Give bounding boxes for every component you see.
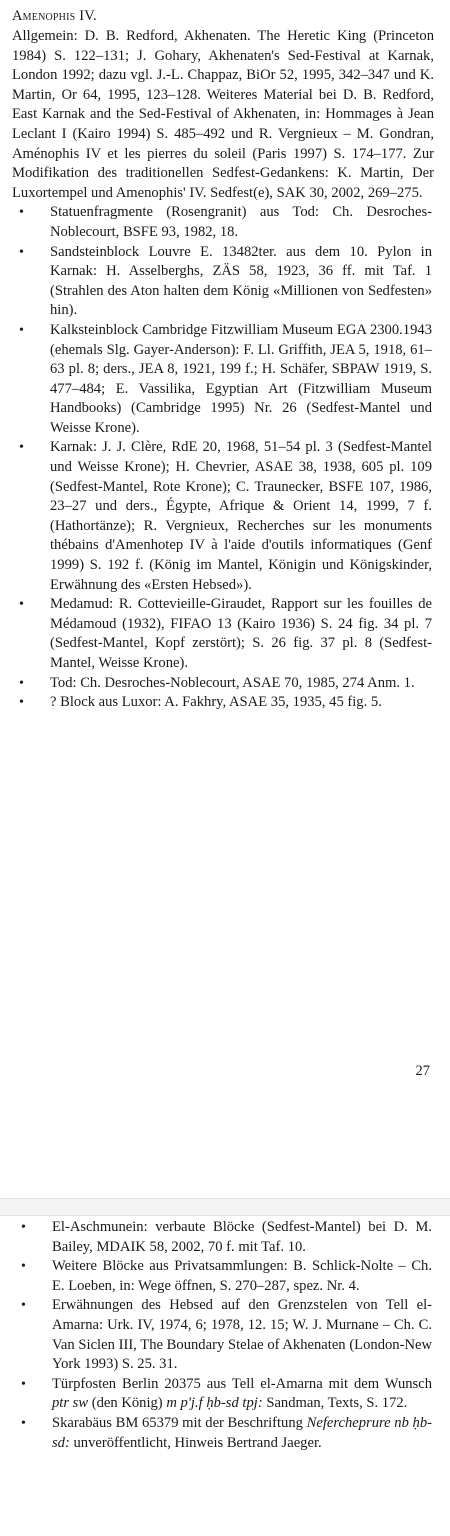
bullet: • bbox=[19, 322, 24, 338]
bullet: • bbox=[21, 1376, 26, 1392]
source-list-continued bbox=[10, 1218, 440, 1453]
list-item: • El-Aschmunein: verbaute Blöcke (Sedfest-Mantel) bei D. M. Bailey, MDAIK 58, 2002, 70 f. mit Taf. 10. bbox=[21, 1219, 432, 1255]
list-item: • Erwähnungen des Hebsed auf den Grenzstelen von Tell el-Amarna: Urk. IV, 1974, 6; 1978, 12. 15; W. J. Murnane – Ch. C. Van Siclen III, The Boundary Stelae of Akhenaten (London-New York 1993) S. 25. 31. bbox=[21, 1297, 432, 1373]
list-item: • Skarabäus BM 65379 mit der Beschriftung Nefercheprure nb ḥb-sd: unveröffentlicht, Hinweis Bertrand Jaeger. bbox=[21, 1414, 432, 1451]
bullet: • bbox=[21, 1259, 26, 1275]
transliteration: m p'j.f ḥb-sd tpj: bbox=[166, 1395, 263, 1412]
list-item: • Weitere Blöcke aus Privatsammlungen: B. Schlick-Nolte – Ch. E. Loeben, in: Wege öffnen, S. 270–287, spez. Nr. 4. bbox=[21, 1258, 432, 1294]
bullet: • bbox=[19, 695, 24, 711]
bullet: • bbox=[19, 675, 24, 691]
list-item: • Karnak: J. J. Clère, RdE 20, 1968, 51–54 pl. 3 (Sedfest-Mantel und Weisse Krone); H. Chevrier, ASAE 38, 1938, 605 pl. 109 (Sedfest-Mantel, Rote Krone); C. Traunecker, BSFE 107, 1986, 23–27 und ders., Égypte, Afrique & Orient 14, 1999, 7 f. (Hathortänze); R. Vergnieux, Recherches sur les monuments thébains d'Amenhotep IV à l'aide d'outils informatiques (Genf 1999) S. 192 f. (König im Mantel, Königin und Königskinder, Erwähnung des «Ersten Hebsed»). bbox=[19, 439, 432, 593]
transliteration: Nefercheprure nb ḥb-sd: bbox=[52, 1414, 432, 1451]
bullet: • bbox=[19, 440, 24, 456]
source-list bbox=[10, 203, 440, 712]
bullet: • bbox=[21, 1220, 26, 1235]
general-bibliography: Allgemein: D. B. Redford, Akhenaten. The Heretic King (Princeton 1984) S. 122–131; J. Gohary, Akhenaten's Sed-Festival at Karnak, London 1992; dazu vgl. J.-L. Chappaz, BiOr 52, 1995, 342–347 und K. Martin, Or 64, 1995, 123–128. Weiteres Material bei D. B. Redford, East Karnak and the Sed-Festival of Akhenaten, in: Hommages à Jean Leclant I (Kairo 1994) S. 485–492 und R. Vergnieux – M. Gondran, Aménophis IV et les pierres du soleil (Paris 1997) S. 174–177. Zur Modifikation des traditionellen Sedfest-Gedankens: K. Martin, Der Luxortempel und Amenophis' IV. Sedfest(e), SAK 30, 2002, 269–275. bbox=[12, 28, 434, 201]
bullet: • bbox=[19, 244, 24, 260]
list-item: • Sandsteinblock Louvre E. 13482ter. aus dem 10. Pylon in Karnak: H. Asselberghs, ZÄS 58, 1923, 36 ff. mit Taf. 1 (Strahlen des Aton halten dem König «Millionen von Sedfesten» hin). bbox=[19, 243, 432, 319]
list-item: • Statuenfragmente (Rosengranit) aus Tod: Ch. Desroches-Noblecourt, BSFE 93, 1982, 18. bbox=[19, 204, 432, 240]
list-item: • Kalksteinblock Cambridge Fitzwilliam Museum EGA 2300.1943 (ehemals Slg. Gayer-Anderson): F. Ll. Griffith, JEA 5, 1918, 61–63 pl. 8; ders., JEA 8, 1921, 199 f.; H. Schäfer, SBPAW 1919, S. 477–484; E. Vassilika, Egyptian Art (Fitzwilliam Museum Handbooks) (Cambridge 1995) Nr. 26 (Sedfest-Mantel und Weisse Krone). bbox=[19, 321, 432, 436]
bullet: • bbox=[21, 1298, 26, 1314]
page-number: 27 bbox=[415, 1063, 430, 1079]
list-item: • Medamud: R. Cottevieille-Giraudet, Rapport sur les fouilles de Médamoud (1932), FIFAO 13 (Kairo 1936) S. 24 fig. 34 pl. 7 (Sedfest-Mantel, Kopf zerstört); S. 26 fig. 37 pl. 8 (Sedfest-Mantel, Weisse Krone). bbox=[19, 596, 432, 671]
bullet: • bbox=[19, 597, 24, 613]
list-item: • ? Block aus Luxor: A. Fakhry, ASAE 35, 1935, 45 fig. 5. bbox=[10, 693, 432, 713]
transliteration: ptr sw bbox=[52, 1395, 89, 1412]
page-28 bbox=[0, 1212, 450, 1536]
list-item: • Tod: Ch. Desroches-Noblecourt, ASAE 70, 1985, 274 Anm. 1. bbox=[10, 674, 432, 694]
bullet: • bbox=[21, 1415, 26, 1431]
bullet: • bbox=[19, 205, 24, 221]
list-item: • Türpfosten Berlin 20375 aus Tell el-Amarna mit dem Wunsch ptr sw (den König) m p'j.f ḥb-sd tpj: Sandman, Texts, S. 172. bbox=[21, 1375, 432, 1412]
section-heading: Amenophis IV. bbox=[12, 8, 97, 24]
